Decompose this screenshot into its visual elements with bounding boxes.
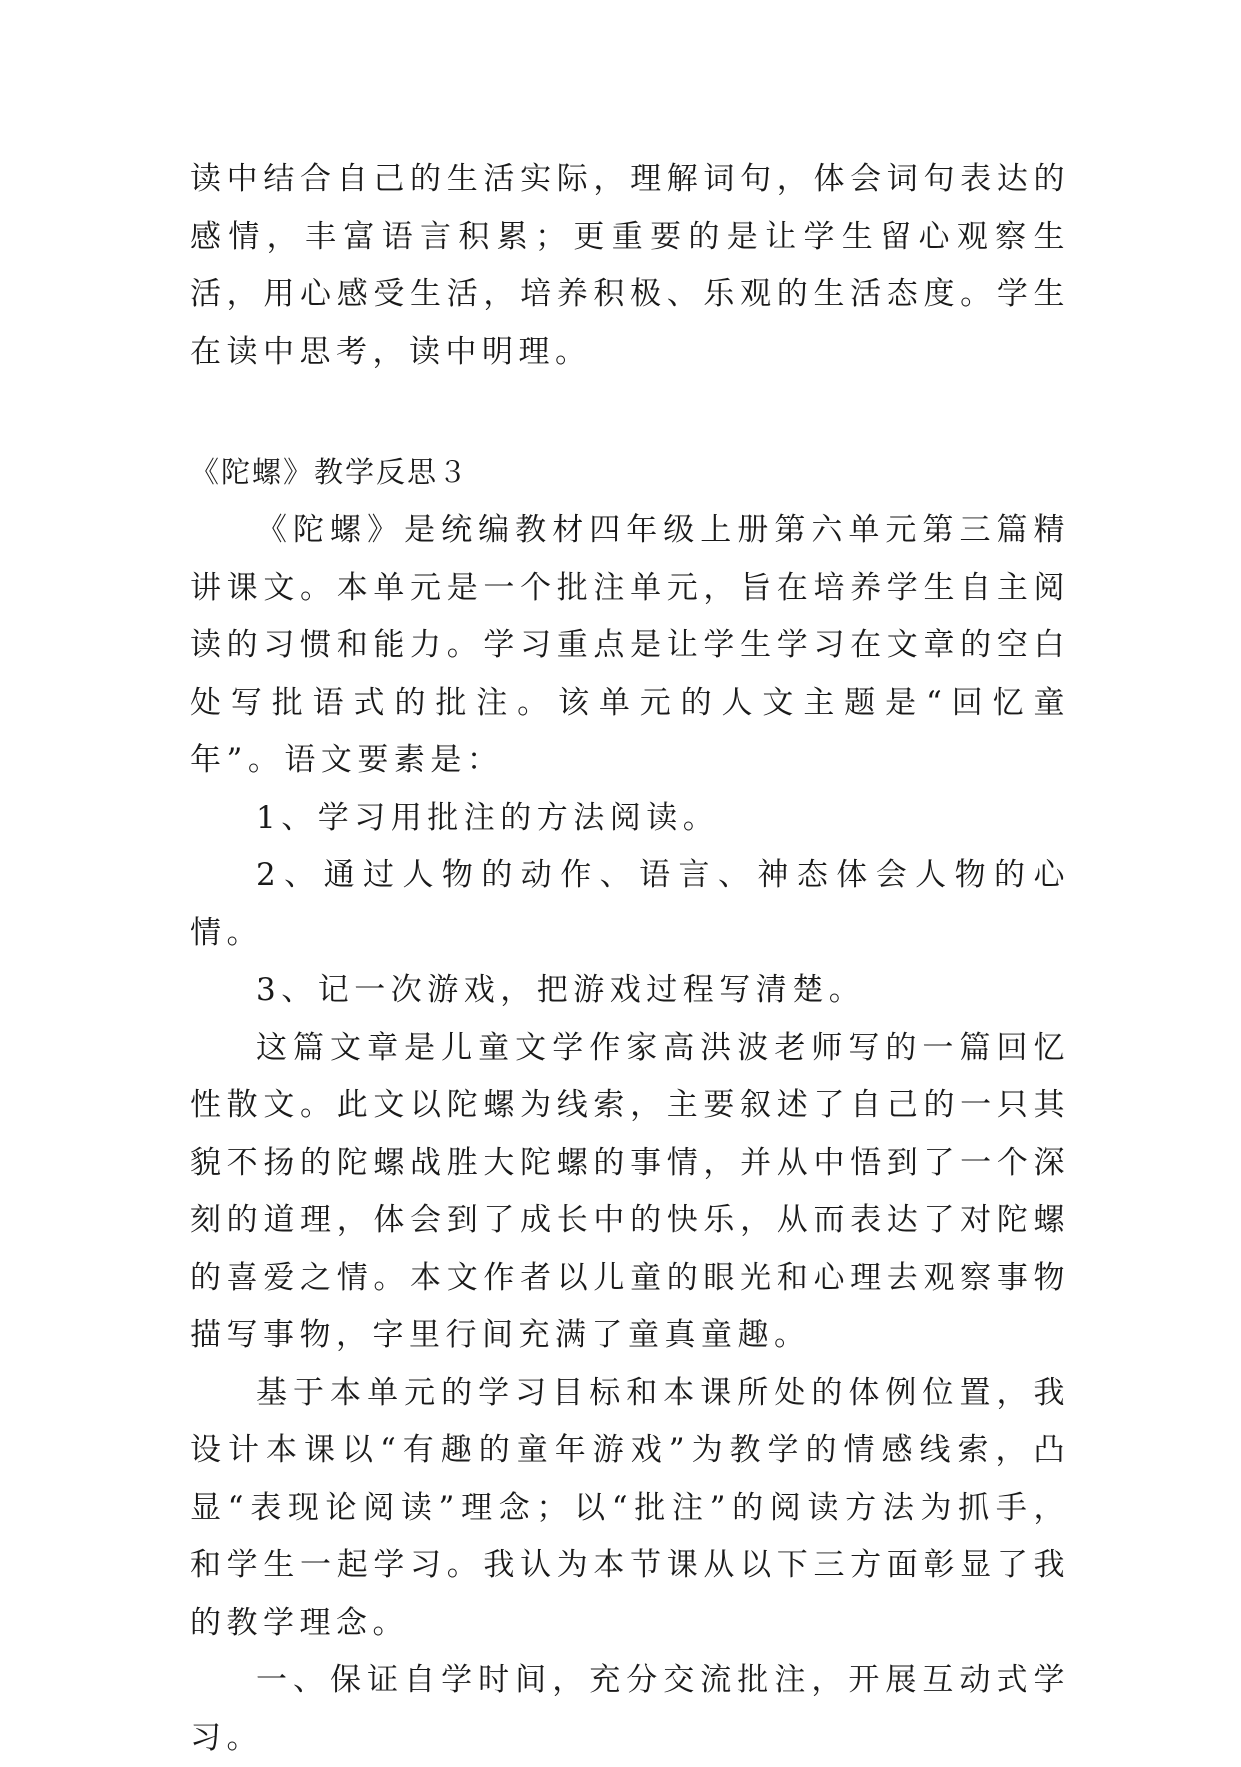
section-title-block — [190, 448, 1070, 496]
section-body — [190, 502, 1070, 1767]
section-title: 《陀螺》教学反思３ — [190, 455, 470, 489]
paragraph-point-one: 一、保证自学时间，充分交流批注，开展互动式学习。 — [190, 1662, 1070, 1756]
paragraph-article-summary: 这篇文章是儿童文学作家高洪波老师写的一篇回忆性散文。此文以陀螺为线索，主要叙述了自己的一只其貌不扬的陀螺战胜大陀螺的事情，并从中悟到了一个深刻的道理，体会到了成长中的快乐，从而表达了对陀螺的喜爱之情。本文作者以儿童的眼光和心理去观察事物描写事物，字里行间充满了童真童趣。 — [190, 1029, 1070, 1353]
list-item-2: 2、通过人物的动作、语言、神态体会人物的心情。 — [190, 857, 1070, 951]
paragraph-design-concept: 基于本单元的学习目标和本课所处的体例位置，我设计本课以“有趣的童年游戏”为教学的情感线索，凸显“表现论阅读”理念；以“批注”的阅读方法为抓手，和学生一起学习。我认为本节课从以下三方面彰显了我的教学理念。 — [190, 1374, 1070, 1641]
paragraph-unit-intro: 《陀螺》是统编教材四年级上册第六单元第三篇精讲课文。本单元是一个批注单元，旨在培养学生自主阅读的习惯和能力。学习重点是让学生学习在文章的空白处写批语式的批注。该单元的人文主题是“回忆童年”。语文要素是： — [190, 512, 1070, 778]
intro-block — [190, 151, 1070, 381]
list-item-1: 1、学习用批注的方法阅读。 — [256, 799, 720, 836]
intro-paragraph: 读中结合自己的生活实际，理解词句，体会词句表达的感情，丰富语言积累；更重要的是让学生留心观察生活，用心感受生活，培养积极、乐观的生活态度。学生在读中思考，读中明理。 — [190, 161, 1070, 370]
list-item-3: 3、记一次游戏，把游戏过程写清楚。 — [256, 972, 866, 1008]
